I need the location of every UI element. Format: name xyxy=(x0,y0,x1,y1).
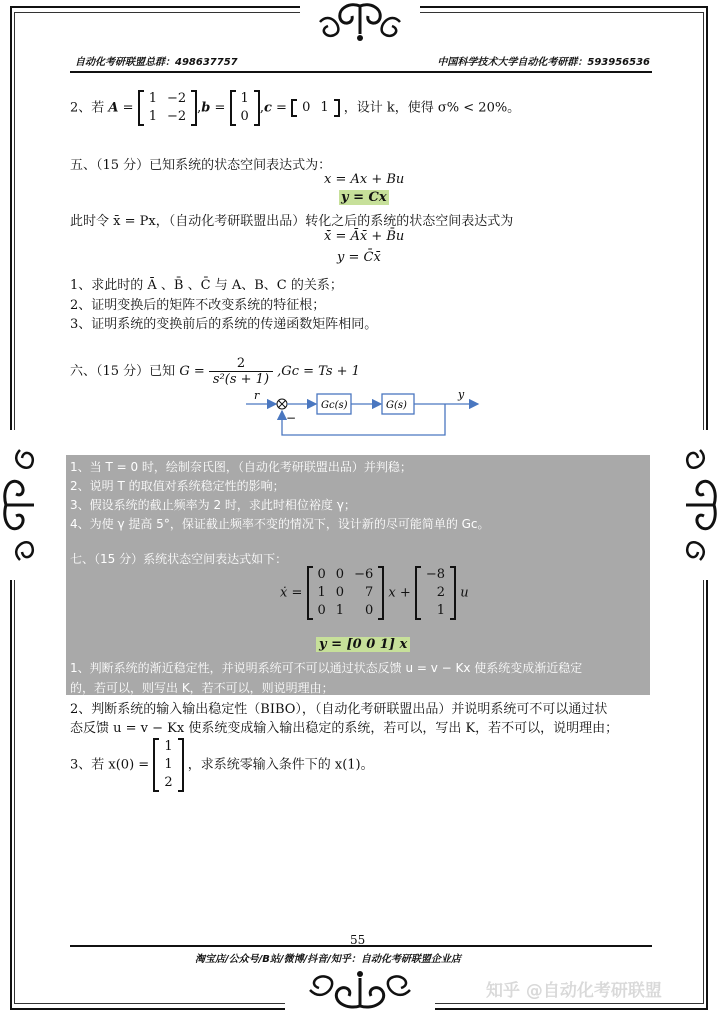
matrix-cell: −2 xyxy=(166,109,187,124)
matrix-cell: 0 xyxy=(335,567,345,582)
feedback-line xyxy=(282,404,445,435)
matrix-cell: 0 xyxy=(364,603,374,618)
q7-item-1a: 1、判断系统的渐近稳定性，并说明系统可不可以通过状态反馈 u = v − Kx 使系统变成渐近稳定 xyxy=(70,661,583,675)
q7-item-3-suffix: ，求系统零输入条件下的 x(1)。 xyxy=(187,757,374,773)
q7-u: u xyxy=(460,585,469,601)
q7-item-3-prefix: 3、若 x(0) = xyxy=(70,757,150,773)
matrix-a xyxy=(138,90,197,126)
q6-item-2: 2、说明 T 的取值对系统稳定性的影响； xyxy=(70,479,285,493)
q6-gc: ,Gc = Ts + 1 xyxy=(277,364,360,379)
matrix-cell: 1 xyxy=(317,585,326,600)
q6-g-numerator: 2 xyxy=(209,356,273,372)
matrix-cell: 0 xyxy=(302,100,311,115)
q6-title xyxy=(70,356,360,387)
q6-title-prefix: 六、（15 分）已知 xyxy=(70,364,176,379)
matrix-cell: 0 xyxy=(317,603,326,618)
q6-item-4: 4、为使 γ 提高 5°，保证截止频率不变的情况下，设计新的尽可能简单的 Gc。 xyxy=(70,517,490,531)
diagram-label-g: G(s) xyxy=(386,400,407,411)
ornament-right-icon xyxy=(682,430,720,580)
matrix-cell: 0 xyxy=(317,567,326,582)
matrix-cell: 1 xyxy=(164,739,173,754)
matrix-cell: 2 xyxy=(436,585,446,600)
q6-g-denominator: s²(s + 1) xyxy=(212,372,270,387)
matrix-cell: 0 xyxy=(240,109,249,124)
q5-eq2: y = Cx xyxy=(341,190,387,205)
diagram-label-r: r xyxy=(254,389,260,402)
q6-fraction xyxy=(209,356,273,387)
ornament-top-icon xyxy=(300,0,420,44)
footer-text: 淘宝店/公众号/B站/微博/抖音/知乎：自动化考研联盟企业店 xyxy=(195,954,461,965)
q7-output-eq: y = [0 0 1] x xyxy=(316,637,410,652)
diagram-label-y: y xyxy=(458,388,465,401)
q7-state-equation xyxy=(280,566,469,620)
matrix-cell: −6 xyxy=(354,567,374,582)
matrix-cell: 1 xyxy=(240,91,249,106)
matrix-cell: 1 xyxy=(148,91,157,106)
matrix-cell: 1 xyxy=(148,109,157,124)
question-2-line: 2、若 A = 1 −2 1 −2 ,b = 1 0 ,c = 0 1 ，设计 k，使得 σ% < 20%。 xyxy=(70,91,521,124)
ornament-left-icon xyxy=(0,430,38,580)
matrix-b xyxy=(230,90,260,126)
q7-item-2b: 态反馈 u = v − Kx 使系统变成输入输出稳定的系统，若可以，写出 K，若不可以，说明理由； xyxy=(70,721,619,736)
q7-x-plus: x + xyxy=(388,585,411,601)
q5-item-2: 2、证明变换后的矩阵不改变系统的特征根； xyxy=(70,298,326,313)
q2-text: ，设计 k，使得 σ% < 20%。 xyxy=(343,100,521,116)
q7-title: 七、（15 分）系统状态空间表达式如下： xyxy=(70,552,288,566)
q7-item-2a: 2、判断系统的输入输出稳定性（BIBO），（自动化考研联盟出品）并说明系统可不可以通过状 xyxy=(70,702,608,717)
q5-item-3: 3、证明系统的变换前后的系统的传递函数矩阵相同。 xyxy=(70,317,378,332)
q5-transform: 此时令 x̄ = Px，（自动化考研联盟出品）转化之后的系统的状态空间表达式为 xyxy=(70,214,514,229)
q5-eq1: x = Ax + Bu xyxy=(324,172,405,187)
header-left-text: 自动化考研联盟总群：498637757 xyxy=(75,57,238,68)
matrix-cell: 7 xyxy=(364,585,374,600)
matrix-cell: 2 xyxy=(164,775,173,790)
q7-item-3 xyxy=(70,738,374,792)
matrix-cell: 1 xyxy=(320,100,329,115)
q6-item-1: 1、当 T = 0 时，绘制奈氏图，（自动化考研联盟出品）并判稳； xyxy=(70,460,412,474)
matrix-cell: 1 xyxy=(335,603,345,618)
block-diagram xyxy=(240,385,485,445)
matrix-cell: −2 xyxy=(166,91,187,106)
q7-xdot: ẋ = xyxy=(280,585,303,601)
q6-item-3: 3、假设系统的截止频率为 2 时，求此时相位裕度 γ； xyxy=(70,498,356,512)
q2-prefix: 2、若 xyxy=(70,100,105,116)
q5-eq3: x̄̇ = Āx̄ + B̄u xyxy=(324,229,405,244)
matrix-a7 xyxy=(307,566,385,620)
matrix-b7 xyxy=(415,566,456,620)
q5-item-1: 1、求此时的 Ā 、B̄ 、C̄ 与 A、B、C 的关系； xyxy=(70,278,343,293)
matrix-cell: 1 xyxy=(436,603,446,618)
footer-rule xyxy=(70,945,652,947)
q6-g-lhs: G = xyxy=(179,364,205,379)
page-header xyxy=(75,53,650,69)
matrix-c xyxy=(291,99,340,117)
header-rule xyxy=(70,71,652,73)
watermark-text: 知乎 @自动化考研联盟 xyxy=(486,981,662,1001)
diagram-label-minus: − xyxy=(286,411,297,425)
header-right-text: 中国科学技术大学自动化考研群：593956536 xyxy=(437,57,650,68)
ornament-bottom-icon xyxy=(285,968,435,1012)
matrix-cell: 1 xyxy=(164,757,173,772)
matrix-cell: 0 xyxy=(335,585,345,600)
page-number: 55 xyxy=(350,933,366,947)
q7-item-1b: 的，若可以，则写出 K，若不可以，则说明理由； xyxy=(70,681,334,695)
diagram-label-gc: Gc(s) xyxy=(321,400,348,411)
q5-eq4: y = C̄x̄ xyxy=(337,250,381,265)
q5-title: 五、（15 分）已知系统的状态空间表达式为： xyxy=(70,158,332,173)
matrix-cell: −8 xyxy=(425,567,446,582)
matrix-x0 xyxy=(153,738,183,792)
